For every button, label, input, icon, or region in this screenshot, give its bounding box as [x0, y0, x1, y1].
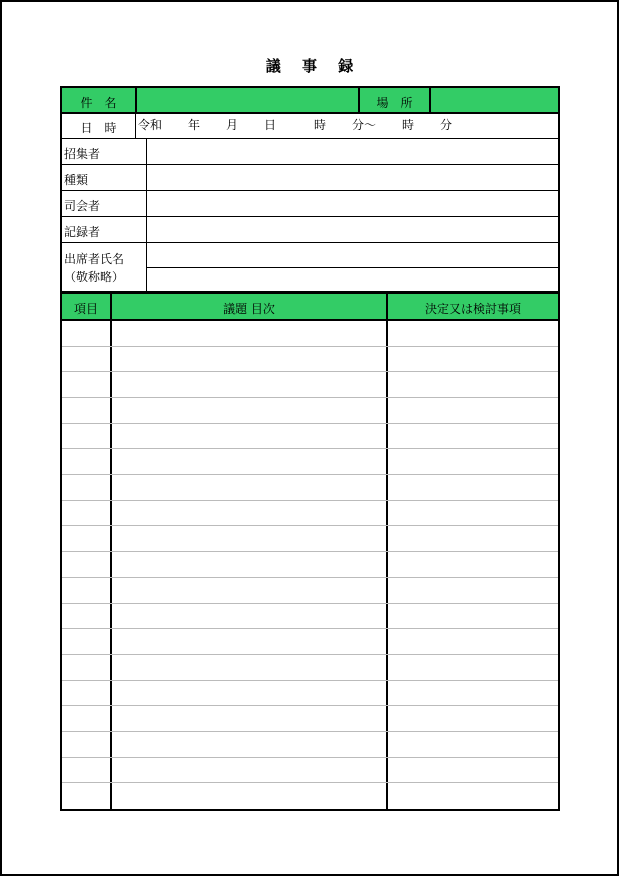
- agenda-cell[interactable]: [112, 604, 386, 629]
- decision-cell[interactable]: [388, 424, 558, 449]
- decision-cell[interactable]: [388, 783, 558, 808]
- minute2-text: 分: [440, 118, 453, 132]
- type-label: 種類: [64, 173, 89, 187]
- agenda-cell[interactable]: [112, 655, 386, 680]
- agenda-cell[interactable]: [112, 501, 386, 526]
- agenda-cell[interactable]: [112, 398, 386, 423]
- decision-cell[interactable]: [388, 347, 558, 372]
- datetime-label: 日 時: [80, 121, 117, 135]
- recorder-label: 記録者: [64, 225, 101, 239]
- agenda-cell[interactable]: [112, 758, 386, 783]
- item-cell[interactable]: [62, 321, 110, 346]
- attendees-note: （敬称略）: [64, 270, 125, 284]
- convener-field[interactable]: [147, 139, 558, 164]
- agenda-cell[interactable]: [112, 783, 386, 808]
- decision-cell[interactable]: [388, 578, 558, 603]
- item-cell[interactable]: [62, 552, 110, 577]
- agenda-cell[interactable]: [112, 629, 386, 654]
- agenda-cell[interactable]: [112, 526, 386, 551]
- month-text: 月: [226, 118, 239, 132]
- decision-cell[interactable]: [388, 501, 558, 526]
- minute1-text: 分～: [352, 118, 377, 132]
- decision-cell[interactable]: [388, 526, 558, 551]
- decision-cell[interactable]: [388, 475, 558, 500]
- document-title: 議 事 録: [265, 57, 362, 75]
- item-cell[interactable]: [62, 732, 110, 757]
- item-cell[interactable]: [62, 629, 110, 654]
- item-cell[interactable]: [62, 424, 110, 449]
- decision-cell[interactable]: [388, 758, 558, 783]
- item-cell[interactable]: [62, 475, 110, 500]
- item-cell[interactable]: [62, 372, 110, 397]
- item-cell[interactable]: [62, 604, 110, 629]
- agenda-cell[interactable]: [112, 578, 386, 603]
- item-cell[interactable]: [62, 398, 110, 423]
- agenda-cell[interactable]: [112, 449, 386, 474]
- agenda-cell[interactable]: [112, 552, 386, 577]
- decision-cell[interactable]: [388, 604, 558, 629]
- subject-field[interactable]: [137, 88, 358, 112]
- decision-cell[interactable]: [388, 372, 558, 397]
- item-cell[interactable]: [62, 681, 110, 706]
- place-label: 場 所: [376, 96, 413, 110]
- item-cell[interactable]: [62, 655, 110, 680]
- hour1-text: 時: [314, 118, 327, 132]
- decision-cell[interactable]: [388, 629, 558, 654]
- item-cell[interactable]: [62, 347, 110, 372]
- year-text: 年: [188, 118, 201, 132]
- hour2-text: 時: [402, 118, 415, 132]
- subject-label: 件 名: [80, 96, 117, 110]
- day-text: 日: [264, 118, 277, 132]
- attendees-field-2[interactable]: [147, 268, 558, 291]
- item-cell[interactable]: [62, 783, 110, 808]
- decision-cell[interactable]: [388, 732, 558, 757]
- item-cell[interactable]: [62, 758, 110, 783]
- item-cell[interactable]: [62, 501, 110, 526]
- decision-cell[interactable]: [388, 398, 558, 423]
- agenda-cell[interactable]: [112, 321, 386, 346]
- col-decision-header: 決定又は検討事項: [424, 302, 521, 316]
- agenda-cell[interactable]: [112, 732, 386, 757]
- decision-cell[interactable]: [388, 681, 558, 706]
- decision-cell[interactable]: [388, 321, 558, 346]
- item-cell[interactable]: [62, 706, 110, 731]
- agenda-cell[interactable]: [112, 475, 386, 500]
- agenda-cell[interactable]: [112, 372, 386, 397]
- agenda-table: [60, 292, 560, 811]
- datetime-field[interactable]: [137, 114, 558, 138]
- recorder-field[interactable]: [147, 217, 558, 242]
- item-cell[interactable]: [62, 526, 110, 551]
- era-text: 令和: [138, 118, 163, 132]
- chair-label: 司会者: [64, 199, 101, 213]
- decision-cell[interactable]: [388, 706, 558, 731]
- attendees-field-1[interactable]: [147, 243, 558, 267]
- decision-cell[interactable]: [388, 552, 558, 577]
- attendees-label: 出席者氏名: [64, 252, 125, 266]
- col-agenda-header: 議題 目次: [223, 302, 275, 316]
- decision-cell[interactable]: [388, 655, 558, 680]
- type-field[interactable]: [147, 165, 558, 190]
- item-cell[interactable]: [62, 449, 110, 474]
- agenda-cell[interactable]: [112, 424, 386, 449]
- col-item-header: 項目: [73, 302, 98, 316]
- convener-label: 招集者: [64, 147, 101, 161]
- chair-field[interactable]: [147, 191, 558, 216]
- agenda-cell[interactable]: [112, 681, 386, 706]
- decision-cell[interactable]: [388, 449, 558, 474]
- header-info-table: [60, 86, 560, 293]
- agenda-cell[interactable]: [112, 347, 386, 372]
- place-field[interactable]: [431, 88, 558, 112]
- agenda-cell[interactable]: [112, 706, 386, 731]
- item-cell[interactable]: [62, 578, 110, 603]
